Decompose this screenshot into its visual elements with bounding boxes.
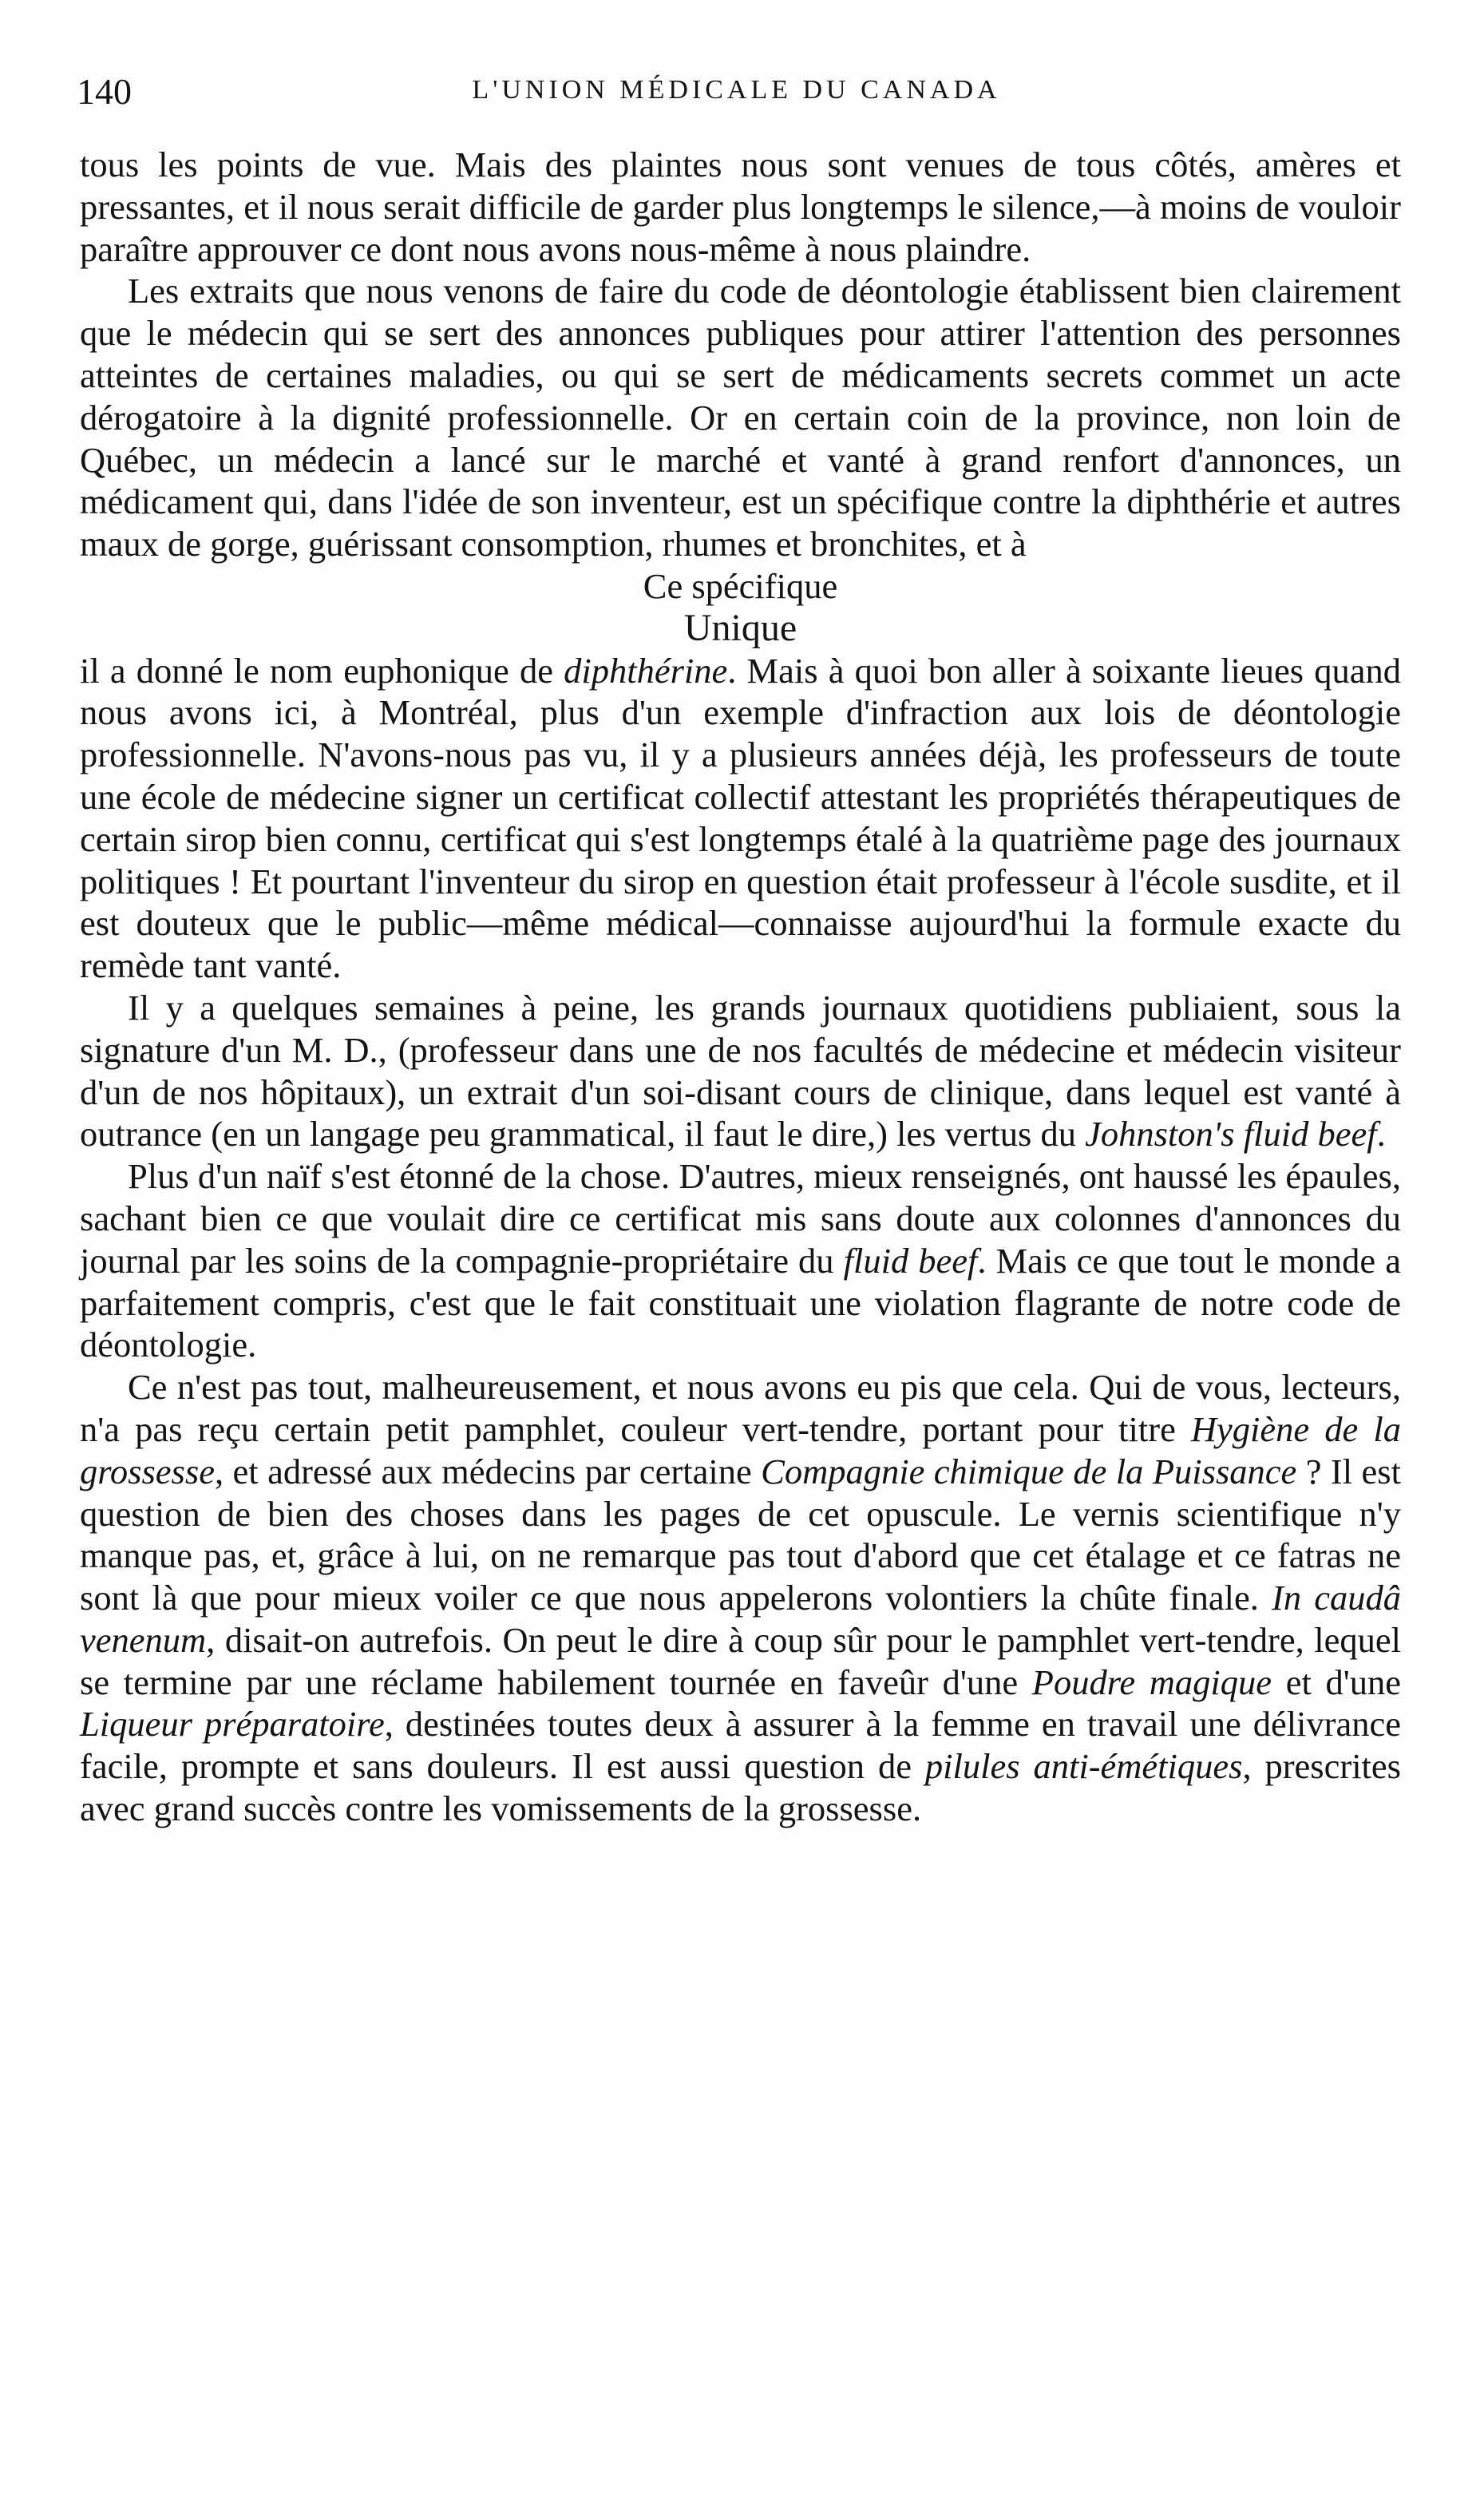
paragraph: Les extraits que nous venons de faire du code de déontologie établissent bien clairement que le médecin qui se sert des annonces publiques pour attirer l'attention des personnes atteintes de certaines maladies, ou qui se sert de médicaments secrets commet un acte dérogatoire à la dignité professionnelle. Or en certain coin de la province, non loin de Québec, un médecin a lancé sur le marché et vanté à grand renfort d'annonces, un médicament qui, dans l'idée de son inventeur, est un spécifique contre la diphthérie et autres maux de gorge, guérissant consomption, rhumes et bronchites, et à [80,271,1401,564]
body-text [80,144,1401,1830]
paragraph: tous les points de vue. Mais des plaintes nous sont venues de tous côtés, amères et pressantes, et il nous serait difficile de garder plus longtemps le silence,—à moins de vouloir paraître approuver ce dont nous avons nous-même à nous plaindre. [80,145,1401,269]
paragraph: Ce n'est pas tout, malheureusement, et nous avons eu pis que cela. Qui de vous, lecteurs, n'a pas reçu certain petit pamphlet, couleur vert-tendre, portant pour titre Hygiène de la grossesse, et adressé aux médecins par certaine Compagnie chimique de la Puissance ? Il est question de bien des choses dans les pages de cet opuscule. Le vernis scientifique n'y manque pas, et, grâce à lui, on ne remarque pas tout d'abord que cet étalage et ce fatras ne sont là que pour mieux voiler ce que nous appelerons volontiers la chûte finale. In caudâ venenum, disait-on autrefois. On peut le dire à coup sûr pour le pamphlet vert-tendre, lequel se termine par une réclame habilement tournée en faveûr d'une Poudre magique et d'une Liqueur préparatoire, destinées toutes deux à assurer à la femme en travail une délivrance facile, prompte et sans douleurs. Il est aussi question de pilules anti-émétiques, prescrites avec grand succès contre les vomissements de la grossesse. [80,1367,1402,1829]
centered-line: Unique [683,606,797,649]
paragraph: Il y a quelques semaines à peine, les grands journaux quotidiens publiaient, sous la signature d'un M. D., (professeur dans une de nos facultés de médecine et médecin visiteur d'un de nos hôpitaux), un extrait d'un soi-disant cours de clinique, dans lequel est vanté à outrance (en un langage peu grammatical, il faut le dire,) les vertus du Johnston's fluid beef. [80,987,1401,1155]
paragraph: Plus d'un naïf s'est étonné de la chose. D'autres, mieux renseignés, ont haussé les épaules, sachant bien ce que voulait dire ce certificat mis sans doute aux colonnes d'annonces du journal par les soins de la compagnie-propriétaire du fluid beef. Mais ce que tout le monde a parfaitement compris, c'est que le fait constituait une violation flagrante de notre code de déontologie. [80,1156,1401,1365]
paragraph: il a donné le nom euphonique de diphthérine. Mais à quoi bon aller à soixante lieues quand nous avons ici, à Montréal, plus d'un exemple d'infraction aux lois de déontologie professionnelle. N'avons-nous pas vu, il y a plusieurs années déjà, les professeurs de toute une école de médecine signer un certificat collectif attestant les propriétés thérapeutiques de certain sirop bien connu, certificat qui s'est longtemps étalé à la quatrième page des journaux politiques ! Et pourtant l'inventeur du sirop en question était professeur à l'école susdite, et il est douteux que le public—même médical—connaisse aujourd'hui la formule exacte du remède tant vanté. [80,650,1401,986]
centered-line: Ce spécifique [643,565,838,606]
page-header [77,70,1396,118]
running-title: L'UNION MÉDICALE DU CANADA [472,75,1001,105]
page-number: 140 [77,71,132,112]
